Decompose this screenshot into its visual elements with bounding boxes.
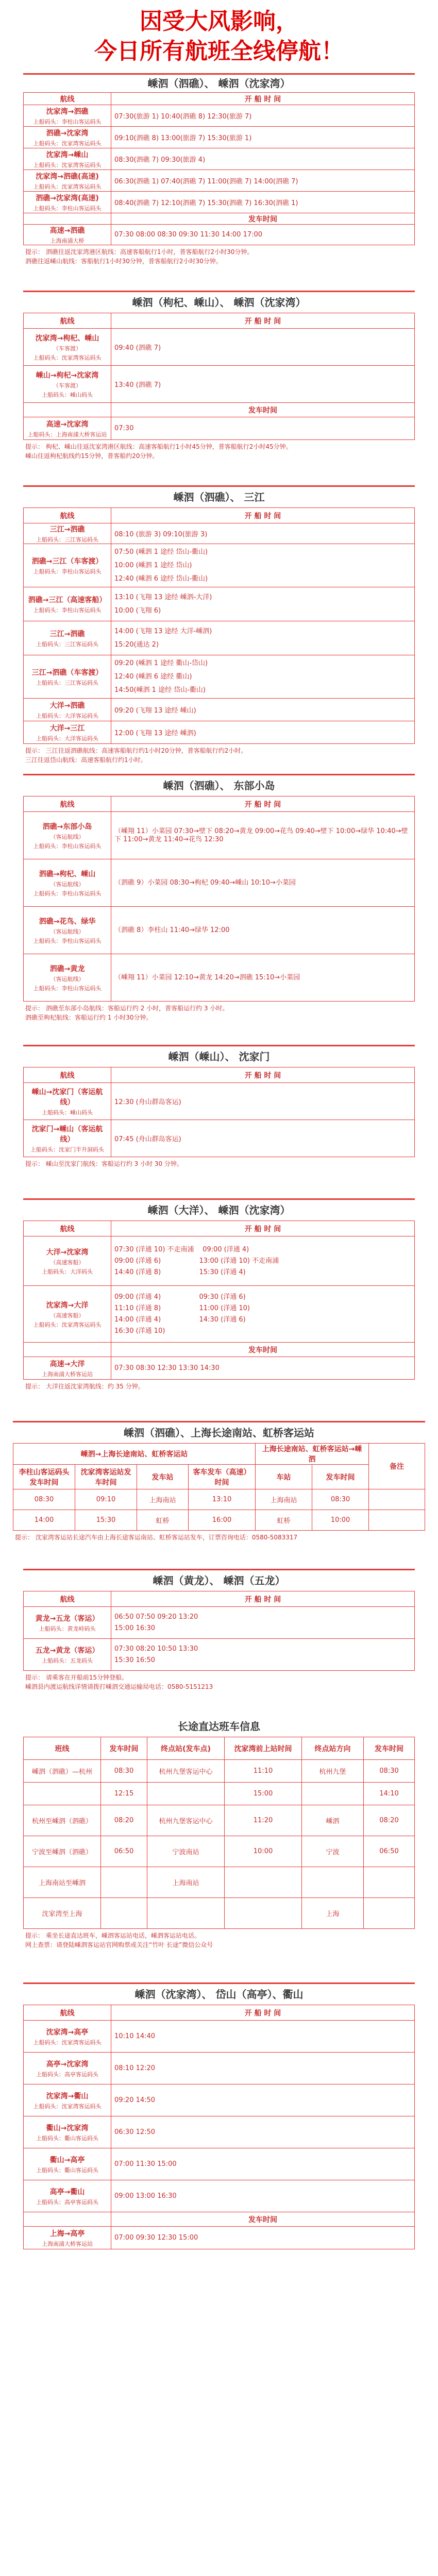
cell (225, 1867, 302, 1898)
cell (225, 1898, 302, 1929)
route-pier: 上船码头：沈家门半升洞码头 (30, 1146, 104, 1153)
route-cell (24, 417, 111, 440)
cell: 08:20 (101, 1805, 147, 1836)
subheader-inbound: 上海长途南站、虹桥客运站→嵊泗 (256, 1444, 369, 1465)
cell: 08:30 (364, 1760, 415, 1783)
route-name: 三江→泗礁 (49, 630, 85, 638)
route-cell (24, 544, 111, 587)
cell (101, 1867, 147, 1898)
route-pier: 上船码头：三江客运码头 (36, 536, 98, 543)
route-type: （高速客船） (50, 1312, 85, 1319)
time-cell: （嵊翔 11）小菜园 07:30→壁下 08:20→黄龙 09:00→花鸟 09:40→壁下 10:00→绿华 10:40→壁下 11:00→黄龙 11:40→花鸟 12:30 (111, 812, 415, 859)
time-cell: （泗礁 9）小菜园 08:30→枸杞 09:40→嵊山 10:10→小菜园 (111, 859, 415, 907)
route-pier: 上船码头：李柱山客运码头 (33, 606, 102, 614)
cell (147, 1783, 225, 1805)
section-title: 嵊泗（泗礁）、上海长途南站、虹桥客运站 (124, 1427, 314, 1439)
time-cell: 09:20 (嵊泗 1 途经 衢山-岱山) 12:40 (嵊泗 6 途经 衢山) 14:50(嵊泗 1 途经 岱山-衢山) (111, 655, 415, 699)
col-departure: 发车时间 (111, 2212, 415, 2227)
cell: 虹桥 (256, 1510, 312, 1531)
section-shengsi-shenjiawan (23, 73, 415, 268)
time-cell: 09:20 (飞翔 13 途经 嵊山) (111, 699, 415, 721)
cell (369, 1510, 425, 1531)
route-pier: 上船码头：三江客运码头 (36, 679, 98, 686)
col-time: 开 船 时 间 (111, 2005, 415, 2021)
route-cell (24, 170, 111, 192)
route-type: （客运航线） (50, 833, 85, 840)
route-pier: 上海南浦大桥客运站 (42, 1370, 93, 1378)
section-note: 提示： 沈家湾客运站长途汽车由上海长途客运南站、虹桥客运站发车，订票咨询电话：0580-5083317 (15, 1534, 298, 1541)
headline-line-1: 因受大风影响， (140, 8, 298, 35)
col-time: 开 船 时 间 (111, 313, 415, 329)
route-pier: 上船码头：大洋客运码头 (36, 712, 98, 719)
route-pier: 上海南浦大桥客运站 (42, 2240, 93, 2247)
time-cell: 08:30(泗礁 7) 09:30(旅游 4) (111, 148, 415, 170)
cell (364, 1898, 415, 1929)
route-pier: 上海南浦大桥 (50, 237, 85, 244)
route-cell (24, 621, 111, 655)
route-cell (24, 1607, 111, 1639)
col-route: 航线 (24, 1067, 111, 1083)
route-cell (24, 907, 111, 954)
route-cell (24, 1343, 111, 1357)
route-cell (24, 2180, 111, 2212)
route-name: 泗礁→三江（车客渡） (31, 557, 103, 566)
col-sjw-time: 沈家湾客运站发车时间 (75, 1465, 137, 1489)
section-title: 嵊泗（枸杞、嵊山）、 嵊泗（沈家湾） (132, 296, 306, 309)
cell: 16:00 (189, 1510, 256, 1531)
cell (302, 1783, 364, 1805)
section-note: 提示： 泗礁至东部小岛航线：客船运行约 2 小时，普客船运行约 3 小时。 泗礁至枸杞航线：客船运行约 1 小时30分钟。 (25, 1005, 229, 1021)
cell: 12:15 (101, 1783, 147, 1805)
route-name: 沈家门→嵊山（客运航线） (31, 1125, 103, 1144)
route-pier: 上船码头：大洋客运码头 (36, 735, 98, 742)
route-name: 沈家湾→泗礁(高速) (36, 172, 99, 181)
cell: 15:00 (225, 1783, 302, 1805)
col-departure: 发车时间 (111, 403, 415, 417)
route-type: （车客渡） (53, 345, 81, 352)
route-type: （客运航线） (50, 928, 85, 935)
route-name: 泗礁→东部小岛 (42, 822, 92, 831)
route-name: 沈家湾→枸杞、嵊山 (35, 334, 99, 343)
cell: 08:30 (312, 1489, 369, 1510)
route-name: 三江→泗礁 (49, 525, 85, 534)
schedule-table (13, 1443, 425, 1531)
col-route: 航线 (24, 2005, 111, 2021)
time-cell: 12:30 (舟山群岛客运) (111, 1083, 415, 1120)
time-cell: 09:00 13:00 16:30 (111, 2180, 415, 2212)
cell: 宁波至嵊泗（泗礁） (24, 1836, 101, 1867)
time-cell: 12:00 (飞翔 13 途经 嵊泗) (111, 721, 415, 744)
route-pier: 上船码头：嵊山码头 (42, 391, 93, 398)
col-route: 航线 (24, 313, 111, 329)
title-part: 嵊泗（泗礁）、 (173, 491, 241, 503)
time-cell: 08:10 12:20 (111, 2053, 415, 2084)
route-type: （客运航线） (50, 975, 85, 982)
route-cell (24, 1286, 111, 1343)
route-type: （高速客船） (50, 1259, 85, 1266)
section-title: 嵊泗（泗礁）、 东部小岛 (163, 779, 275, 792)
cell: 杭州九堡 (302, 1760, 364, 1783)
col-route: 航线 (24, 508, 111, 523)
time-cell: 07:30(旅游 1) 10:40(泗礁 8) 12:30(旅游 7) (111, 105, 415, 127)
route-name: 上海→高亭 (49, 2229, 85, 2238)
route-pier: 上船码头：上海南浦大桥客运站 (27, 431, 107, 438)
cell (369, 1489, 425, 1510)
cell: 杭州九堡客运中心 (147, 1805, 225, 1836)
cell: 上海 (302, 1898, 364, 1929)
section-title: 嵊泗（大洋）、 嵊泗（沈家湾） (147, 1204, 291, 1216)
cell: 10:00 (225, 1836, 302, 1867)
route-cell (24, 699, 111, 721)
schedule-table (23, 313, 415, 440)
route-pier: 上船码头：衢山客运码头 (36, 2134, 98, 2142)
col-departure: 发车时间 (111, 1343, 415, 1357)
route-name: 高速→泗礁 (49, 226, 85, 235)
section-title: 嵊泗（黄龙）、 嵊泗（五龙） (153, 1574, 285, 1587)
route-cell (24, 1120, 111, 1157)
route-pier: 上船码头：李柱山客运码头 (33, 568, 102, 575)
section-title: 嵊泗（沈家湾）、 岱山（高亭）、衢山 (134, 1988, 304, 2001)
cell: 宁波 (302, 1836, 364, 1867)
route-cell (24, 2227, 111, 2249)
route-cell (24, 2212, 111, 2227)
cell: 10:00 (312, 1510, 369, 1531)
route-pier: 上船码头：沈家湾客运码头 (33, 2103, 102, 2110)
route-pier: 上船码头：李柱山客运码头 (33, 985, 102, 992)
time-cell: 06:30(泗礁 1) 07:40(泗礁 7) 11:00(泗礁 7) 14:00(泗礁 7) (111, 170, 415, 192)
time-cell: 07:30 (111, 417, 415, 440)
col-pier-time: 李柱山客运码头发车时间 (13, 1465, 75, 1489)
col-dep: 发车时间 (101, 1737, 147, 1760)
route-name: 泗礁→黄龙 (49, 964, 85, 973)
section-shanghai-bus (13, 1421, 425, 1548)
time-cell: 06:30 12:50 (111, 2116, 415, 2148)
route-name: 嵊山→沈家门（客运航线） (31, 1088, 103, 1107)
title-part: 三江 (244, 491, 265, 503)
col-time: 开 船 时 间 (111, 93, 415, 105)
time-cell: 13:10 (飞翔 13 途经 嵊泗-大洋) 10:00 (飞翔 6) (111, 587, 415, 621)
time-cell: 10:10 14:40 (111, 2021, 415, 2053)
section-eastern-islands (23, 774, 415, 1024)
route-pier: 上船码头：李柱山客运码头 (33, 890, 102, 897)
cell (147, 1898, 225, 1929)
time-cell: 07:50 (嵊泗 1 途经 岱山-衢山) 10:00 (嵊泗 1 途经 岱山) 12:40 (嵊泗 6 途经 岱山-衢山) (111, 544, 415, 587)
route-type: （车客渡） (53, 382, 81, 389)
section-title: 嵊泗（嵊山）、 沈家门 (168, 1050, 270, 1063)
route-name: 高速→大洋 (49, 1360, 85, 1368)
col-departure: 发车时间 (111, 213, 415, 225)
route-name: 高亭→沈家湾 (46, 2060, 89, 2069)
col-note: 备注 (369, 1444, 425, 1489)
schedule-table (23, 1591, 415, 1671)
cell: 11:20 (225, 1805, 302, 1836)
col-direction: 终点站方向 (302, 1737, 364, 1760)
cell: 13:10 (189, 1489, 256, 1510)
route-pier: 上船码头：李柱山客运码头 (33, 205, 102, 212)
route-pier: 上船码头：黄龙峙码头 (39, 1625, 96, 1632)
section-huanglong-wulong (23, 1569, 415, 1696)
route-cell (24, 812, 111, 859)
route-name: 大洋→泗礁 (49, 701, 85, 710)
section-note: 提示： 枸杞、嵊山往返沈家湾港区航线：高速客船航行1小时45分钟，普客船航行2小时45分钟。 嵊山往返枸杞航线约15分钟，普客船约20分钟。 (25, 443, 292, 460)
cell: 宁波南站 (147, 1836, 225, 1867)
route-name: 大洋→三江 (49, 724, 85, 733)
schedule-table (23, 507, 415, 744)
section-note: 提示： 请乘客在开船前15分钟登船。 嵊泗县内渡运航线详情请拨打嵊泗交通运输局电话：0580-5151213 (25, 1674, 213, 1690)
cell: 14:00 (13, 1510, 75, 1531)
time-cell: 07:30 08:00 08:30 09:30 11:30 14:00 17:00 (111, 225, 415, 245)
route-name: 泗礁→花鸟、绿华 (39, 917, 96, 926)
route-pier: 上船码头：高亭客运码头 (36, 2198, 98, 2206)
col-route: 航线 (24, 796, 111, 812)
route-name: 五龙→黄龙（客运） (35, 1646, 99, 1655)
schedule-table (23, 1737, 415, 1929)
section-long-distance-bus (23, 1716, 415, 1962)
route-name: 泗礁→沈家湾(高速) (36, 194, 99, 202)
route-pier: 上船码头：沈家湾客运码头 (33, 1321, 102, 1328)
section-title (23, 487, 415, 507)
section-note: 提示： 三江往返泗礁航线：高速客船航行约1小时20分钟，普客船航行约2小时。 三江往返岱山航线：高速客船航行约1小时。 (25, 747, 247, 764)
col-bus-time: 客车发车（高速）时间 (189, 1465, 256, 1489)
col-station: 发车站 (137, 1465, 189, 1489)
route-pier: 上船码头：沈家湾客运码头 (33, 140, 102, 147)
col-sjw: 沈家湾前上站时间 (225, 1737, 302, 1760)
schedule-table (23, 1221, 415, 1380)
route-cell (24, 859, 111, 907)
route-cell (24, 2116, 111, 2148)
route-cell (24, 213, 111, 225)
route-cell (24, 2084, 111, 2116)
route-type: （客运航线） (50, 880, 85, 888)
route-pier: 上船码头：李柱山客运码头 (33, 842, 102, 850)
route-pier: 上船码头：五龙码头 (42, 1657, 93, 1664)
route-name: 泗礁→沈家湾 (46, 129, 89, 138)
route-cell (24, 1639, 111, 1671)
cell: 06:50 (101, 1836, 147, 1867)
time-cell: 13:40 (泗礁 7) (111, 366, 415, 403)
route-cell (24, 127, 111, 148)
cell: 15:30 (75, 1510, 137, 1531)
cell: 09:10 (75, 1489, 137, 1510)
section-shenjiamen (23, 1045, 415, 1178)
route-pier: 上船码头：李柱山客运码头 (33, 118, 102, 125)
cell: 杭州九堡客运中心 (147, 1760, 225, 1783)
route-name: 沈家湾→泗礁 (46, 107, 89, 116)
cell (101, 1898, 147, 1929)
section-note: 提示： 大洋往返沈家湾航线：约 35 分钟。 (25, 1383, 144, 1390)
col-dep-time: 发车时间 (312, 1465, 369, 1489)
route-cell (24, 2148, 111, 2180)
route-cell (24, 148, 111, 170)
route-name: 衢山→高亭 (49, 2156, 85, 2164)
cell (24, 1783, 101, 1805)
route-pier: 上船码头：沈家湾客运码头 (33, 2039, 102, 2046)
section-note: 提示： 乘坐长途直达班车，嵊泗客运站电话，嵊泗客运站电话。 网上查票：请登陆嵊泗客运站官网购票或关注“竹叶 长途”微信公众号 (25, 1932, 213, 1948)
time-cell: 09:20 14:50 (111, 2084, 415, 2116)
col-time: 开 船 时 间 (111, 1591, 415, 1607)
route-cell (24, 225, 111, 245)
route-name: 大洋→沈家湾 (46, 1248, 89, 1257)
cell: 上海南站 (137, 1489, 189, 1510)
route-name: 泗礁→三江（高速客船） (28, 596, 107, 604)
cell: 虹桥 (137, 1510, 189, 1531)
cell: 嵊泗 (302, 1805, 364, 1836)
col-route: 航线 (24, 93, 111, 105)
section-dayang (23, 1198, 415, 1400)
time-cell: 07:00 09:30 12:30 15:00 (111, 2227, 415, 2249)
cell: 14:10 (364, 1783, 415, 1805)
route-cell (24, 403, 111, 417)
schedule-table (23, 1067, 415, 1157)
time-cell: 08:10 (旅游 3) 09:10(旅游 3) (111, 523, 415, 544)
route-name: 沈家湾→嵊山 (46, 150, 89, 159)
route-cell (24, 523, 111, 544)
col-time: 开 船 时 间 (111, 1221, 415, 1236)
route-name: 黄龙→五龙（客运） (35, 1614, 99, 1623)
time-cell: （嵊翔 11）小菜园 12:10→黄龙 14:20→泗礁 15:10→小菜园 (111, 954, 415, 1002)
col-route: 航线 (24, 1591, 111, 1607)
schedule-table (23, 92, 415, 245)
col-time: 开 船 时 间 (111, 796, 415, 812)
time-cell: 07:30 (洋通 10) 不走南浦 09:00 (洋通 4) 09:00 (洋通 6) 13:00 (洋通 10) 不走南浦 14:40 (洋通 8) 15:30 (洋通 4) (111, 1236, 415, 1286)
col-terminal: 终点站(发车点) (147, 1737, 225, 1760)
schedule-table (23, 796, 415, 1002)
route-pier: 上船码头：沈家湾客运码头 (33, 183, 102, 190)
route-cell (24, 1083, 111, 1120)
time-cell: 07:00 11:30 15:00 (111, 2148, 415, 2180)
route-cell (24, 2053, 111, 2084)
route-pier: 上船码头：沈家湾客运码头 (33, 161, 102, 168)
col-line: 班线 (24, 1737, 101, 1760)
time-cell: （泗礁 8）李柱山 11:40→绿华 12:00 (111, 907, 415, 954)
section-note: 提示： 泗礁往返沈家湾港区航线：高速客船航行1小时，普客船航行2小时30分钟。 泗礁往返嵊山航线：客船航行1小时30分钟，普客船航行2小时30分钟。 (25, 248, 254, 265)
time-cell: 14:00 (飞翔 13 途经 大洋-嵊泗) 15:20(通达 2) (111, 621, 415, 655)
route-name: 三江→泗礁（车客渡） (31, 668, 103, 677)
time-cell: 09:00 (洋通 4) 09:30 (洋通 6) 11:10 (洋通 8) 11:00 (洋通 10) 14:00 (洋通 4) 14:30 (洋通 6) 16:30 (洋通 10) (111, 1286, 415, 1343)
time-cell: 08:40(泗礁 7) 12:10(泗礁 7) 15:30(泗礁 7) 16:30(泗礁 1) (111, 192, 415, 213)
cell: 08:30 (13, 1489, 75, 1510)
section-title: 嵊泗（泗礁）、 嵊泗（沈家湾） (147, 77, 291, 90)
route-pier: 上船码头：三江客运码头 (36, 640, 98, 648)
col-route: 航线 (24, 1221, 111, 1236)
headline (0, 0, 438, 73)
col-time: 开 船 时 间 (111, 508, 415, 523)
time-cell: 07:30 08:30 12:30 13:30 14:30 (111, 1357, 415, 1380)
route-name: 泗礁→枸杞、嵊山 (39, 870, 96, 878)
route-pier: 上船码头：李柱山客运码头 (33, 937, 102, 944)
route-cell (24, 366, 111, 403)
section-gouqi-shengshan (23, 291, 415, 465)
time-cell: 07:30 08:20 10:50 13:30 15:30 16:50 (111, 1639, 415, 1671)
time-cell: 06:50 07:50 09:20 13:20 15:00 16:30 (111, 1607, 415, 1639)
route-cell (24, 587, 111, 621)
route-pier: 上船码头：高亭客运码头 (36, 2071, 98, 2078)
cell (364, 1867, 415, 1898)
route-cell (24, 655, 111, 699)
route-cell (24, 721, 111, 744)
route-name: 沈家湾→高亭 (46, 2028, 89, 2037)
time-cell: 09:40 (泗礁 7) (111, 329, 415, 366)
cell: 上海南站 (147, 1867, 225, 1898)
route-cell (24, 1236, 111, 1286)
cell: 11:10 (225, 1760, 302, 1783)
cell: 上海南站至嵊泗 (24, 1867, 101, 1898)
route-cell (24, 329, 111, 366)
section-title: 长途直达班车信息 (178, 1720, 260, 1733)
section-sanjiang (23, 485, 415, 767)
cell: 杭州至嵊泗（泗礁） (24, 1805, 101, 1836)
cell: 08:30 (101, 1760, 147, 1783)
section-daishan-qushan (23, 1982, 415, 2249)
cell: 嵊泗（泗礁）—杭州 (24, 1760, 101, 1783)
cell: 上海南站 (256, 1489, 312, 1510)
section-note: 提示： 嵊山至沈家门航线：客船运行约 3 小时 30 分钟。 (25, 1160, 183, 1167)
route-name: 衢山→沈家湾 (46, 2124, 89, 2132)
route-pier: 上船码头：沈家湾客运码头 (33, 354, 102, 361)
route-cell (24, 105, 111, 127)
cell: 沈家湾至上海 (24, 1898, 101, 1929)
route-cell (24, 1357, 111, 1380)
col-station-2: 车站 (256, 1465, 312, 1489)
route-cell (24, 2021, 111, 2053)
time-cell: 09:10(泗礁 8) 13:00(旅游 7) 15:30(旅游 1) (111, 127, 415, 148)
time-cell: 07:45 (舟山群岛客运) (111, 1120, 415, 1157)
headline-line-2: 今日所有航班全线停航！ (94, 38, 344, 64)
route-name: 沈家湾→衢山 (46, 2092, 89, 2100)
cell: 08:20 (364, 1805, 415, 1836)
col-dep2: 发车时间 (364, 1737, 415, 1760)
route-name: 嵊山→枸杞→沈家湾 (36, 371, 99, 380)
route-name: 高亭→衢山 (49, 2188, 85, 2196)
route-cell (24, 192, 111, 213)
route-name: 高速→沈家湾 (46, 420, 89, 429)
col-time: 开 船 时 间 (111, 1067, 415, 1083)
route-cell (24, 954, 111, 1002)
schedule-table (23, 2005, 415, 2249)
route-pier: 上船码头：嵊山码头 (42, 1109, 93, 1116)
route-name: 沈家湾→大洋 (46, 1301, 89, 1310)
cell (302, 1867, 364, 1898)
cell: 06:50 (364, 1836, 415, 1867)
subheader-outbound: 嵊泗→上海长途南站、虹桥客运站 (13, 1444, 256, 1465)
route-pier: 上船码头：衢山客运码头 (36, 2166, 98, 2174)
route-pier: 上船码头：大洋码头 (42, 1268, 93, 1275)
